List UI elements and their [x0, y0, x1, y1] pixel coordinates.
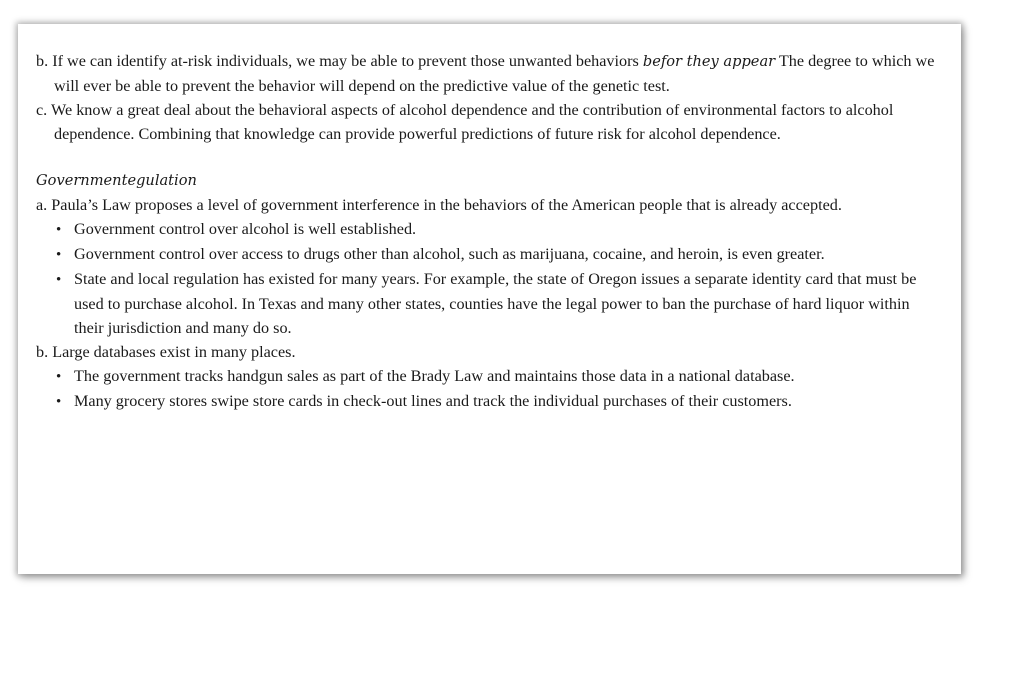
bullet-item: [36, 217, 943, 242]
paragraph-b: [36, 49, 943, 98]
paragraph-b-text: b. If we can identify at-risk individuals, we may be able to prevent those unwanted behaviors: [36, 52, 643, 70]
bullet-text: Government control over access to drugs other than alcohol, such as marijuana, cocaine, and heroin, is even greater.: [74, 245, 825, 263]
gov-item-b: b. Large databases exist in many places.: [36, 343, 296, 361]
paragraph-b-italic: befor they appear: [642, 53, 776, 70]
bullet-item: [36, 389, 943, 414]
bullet-item: [36, 242, 943, 267]
paragraph-c: c. We know a great deal about the behavioral aspects of alcohol dependence and the contribution of environmental factors to alcohol dependence. Combining that knowledge can provide powerful predictions of future risk for alcohol dependence.: [36, 101, 894, 143]
bullet-text: Government control over alcohol is well established.: [74, 220, 417, 238]
bullet-text: The government tracks handgun sales as part of the Brady Law and maintains those data in a national database.: [74, 367, 795, 385]
section-spacer: [36, 146, 943, 169]
document-page: [18, 24, 961, 574]
bullet-icon: •: [56, 247, 62, 263]
bullet-icon: •: [56, 394, 62, 410]
bullet-text: State and local regulation has existed for many years. For example, the state of Oregon issues a separate identity card that must be used to purchase alcohol. In Texas and many other states, counties have the legal power to ban the purchase of hard liquor within their jurisdiction and many do so.: [74, 270, 917, 337]
bullet-text: Many grocery stores swipe store cards in check-out lines and track the individual purchases of their customers.: [74, 392, 792, 410]
bullet-icon: •: [56, 272, 62, 288]
gov-item-a: a. Paula’s Law proposes a level of government interference in the behaviors of the American people that is already accepted.: [36, 196, 842, 214]
bullet-icon: •: [56, 222, 62, 238]
bullet-item: [36, 364, 943, 389]
section-heading: Governmentegulation: [36, 172, 197, 189]
bullet-item: [36, 267, 943, 340]
bullet-icon: •: [56, 369, 62, 385]
paragraph-b-text-cont: The degree to which we will ever be able to prevent the behavior will depend on the predictive value of the genetic test.: [54, 52, 935, 95]
